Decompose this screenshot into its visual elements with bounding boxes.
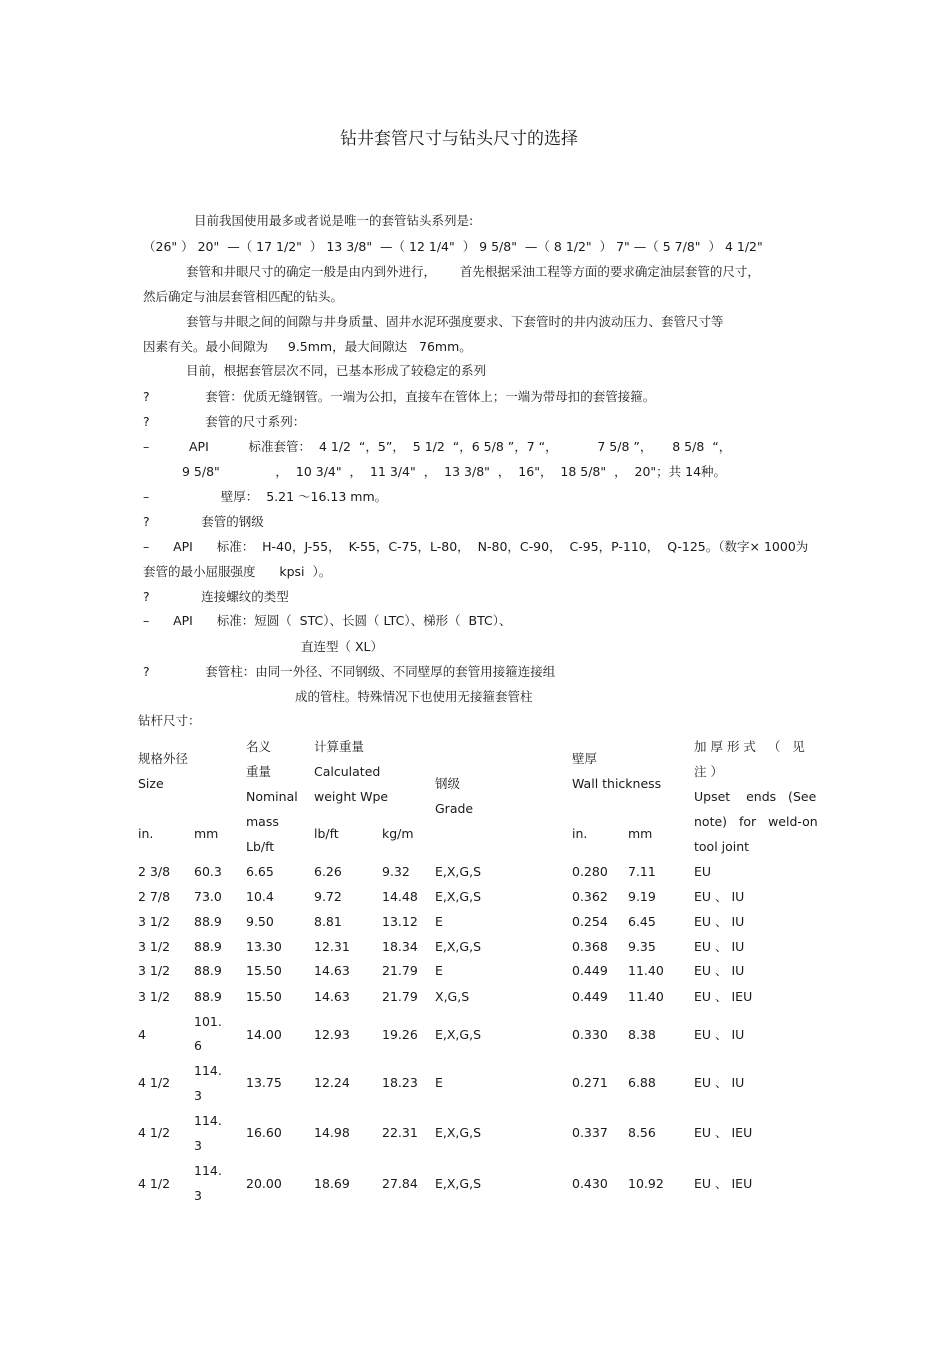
cell-lbft: 6.26	[314, 864, 342, 879]
cell-grade: E,X,G,S	[435, 1125, 482, 1140]
cell-kgm: 9.32	[382, 864, 410, 879]
paragraph-line: 目前，根据套管层次不同，已基本形成了较稳定的系列	[186, 363, 487, 378]
cell-in: 2 7/8	[138, 889, 171, 904]
cell-mm: 3	[194, 1138, 202, 1153]
header-upset: 加 厚 形 式 （ 见	[694, 739, 805, 754]
dash-line-cont: 直连型（ XL）	[301, 639, 384, 654]
cell-grade: E	[435, 914, 443, 929]
header-wall: Wall thickness	[572, 776, 662, 791]
cell-grade: E,X,G,S	[435, 1176, 482, 1191]
header-upset: 注 ）	[694, 764, 723, 779]
cell-mm: 88.9	[194, 939, 222, 954]
cell-lbft: 8.81	[314, 914, 342, 929]
bullet-line: ? 套管柱：由同一外径、不同钢级、不同壁厚的套管用接箍连接组	[143, 664, 556, 679]
cell-grade: E,X,G,S	[435, 864, 482, 879]
cell-mm: 3	[194, 1188, 202, 1203]
cell-kgm: 14.48	[382, 889, 418, 904]
header-kgm: kg/m	[382, 826, 414, 841]
cell-kgm: 18.34	[382, 939, 418, 954]
cell-grade: E,X,G,S	[435, 889, 482, 904]
cell-grade: E	[435, 1075, 443, 1090]
header-calc: Calculated	[314, 764, 381, 779]
cell-upset: EU	[694, 864, 712, 879]
cell-mm: 60.3	[194, 864, 222, 879]
header-upset: Upset ends (See	[694, 789, 817, 804]
cell-in: 3 1/2	[138, 914, 171, 929]
cell-upset: EU 、 IEU	[694, 1125, 753, 1140]
cell-in: 4 1/2	[138, 1125, 171, 1140]
cell-upset: EU 、 IU	[694, 889, 745, 904]
cell-wall-mm: 11.40	[628, 963, 664, 978]
header-mm: mm	[194, 826, 219, 841]
cell-wall-in: 0.337	[572, 1125, 608, 1140]
section-heading: 钻杆尺寸：	[138, 713, 201, 728]
cell-in: 4 1/2	[138, 1075, 171, 1090]
page-title: 钻井套管尺寸与钻头尺寸的选择	[340, 129, 578, 149]
cell-mm: 101.	[194, 1014, 222, 1029]
bullet-line: ? 连接螺纹的类型	[143, 589, 289, 604]
header-nominal: mass	[246, 814, 279, 829]
cell-lbft: 12.31	[314, 939, 350, 954]
header-upset: tool joint	[694, 839, 750, 854]
paragraph-line: （26" ） 20" —（ 17 1/2" ） 13 3/8" —（ 12 1/4" ） 9 5/8" —（ 8 1/2" ） 7" —（ 5 7/8" ） 4 1/2"	[143, 239, 763, 254]
cell-wall-in: 0.254	[572, 914, 608, 929]
cell-nominal: 15.50	[246, 989, 282, 1004]
cell-mm: 73.0	[194, 889, 222, 904]
header-size-cn: 规格外径	[138, 751, 189, 766]
cell-in: 3 1/2	[138, 989, 171, 1004]
cell-wall-mm: 11.40	[628, 989, 664, 1004]
cell-wall-in: 0.362	[572, 889, 608, 904]
cell-wall-in: 0.449	[572, 989, 608, 1004]
cell-nominal: 13.30	[246, 939, 282, 954]
cell-lbft: 14.63	[314, 989, 350, 1004]
header-calc: 计算重量	[314, 739, 365, 754]
cell-lbft: 12.24	[314, 1075, 350, 1090]
cell-mm: 114.	[194, 1063, 222, 1078]
header-nominal: Nominal	[246, 789, 298, 804]
cell-lbft: 12.93	[314, 1027, 350, 1042]
cell-mm: 3	[194, 1088, 202, 1103]
cell-in: 2 3/8	[138, 864, 171, 879]
cell-nominal: 13.75	[246, 1075, 282, 1090]
cell-mm: 114.	[194, 1163, 222, 1178]
cell-upset: EU 、 IU	[694, 914, 745, 929]
cell-upset: EU 、 IEU	[694, 989, 753, 1004]
cell-grade: E	[435, 963, 443, 978]
cell-nominal: 10.4	[246, 889, 274, 904]
bullet-line: ? 套管：优质无缝钢管。一端为公扣，直接车在管体上；一端为带母扣的套管接箍。	[143, 389, 656, 404]
cell-mm: 114.	[194, 1113, 222, 1128]
cell-wall-mm: 10.92	[628, 1176, 664, 1191]
cell-in: 4	[138, 1027, 146, 1042]
paragraph-line: 套管和井眼尺寸的确定一般是由内到外进行， 首先根据采油工程等方面的要求确定油层套管的尺寸，	[186, 264, 760, 279]
bullet-line-cont: 成的管柱。特殊情况下也使用无接箍套管柱	[295, 689, 533, 704]
cell-wall-mm: 9.19	[628, 889, 656, 904]
cell-upset: EU 、 IU	[694, 939, 745, 954]
dash-line: – 壁厚： 5.21 ～16.13 mm。	[143, 489, 388, 504]
header-wall-in: in.	[572, 826, 588, 841]
cell-upset: EU 、 IU	[694, 1027, 745, 1042]
cell-wall-mm: 9.35	[628, 939, 656, 954]
cell-nominal: 6.65	[246, 864, 274, 879]
cell-wall-mm: 8.56	[628, 1125, 656, 1140]
cell-mm: 88.9	[194, 963, 222, 978]
header-grade: 钢级	[435, 776, 461, 791]
paragraph-line: 因素有关。最小间隙为 9.5mm，最大间隙达 76mm。	[143, 339, 472, 354]
cell-lbft: 18.69	[314, 1176, 350, 1191]
header-size-en: Size	[138, 776, 164, 791]
header-wall-mm: mm	[628, 826, 653, 841]
bullet-line: ? 套管的尺寸系列：	[143, 414, 306, 429]
paragraph-line: 然后确定与油层套管相匹配的钻头。	[143, 289, 344, 304]
cell-wall-in: 0.368	[572, 939, 608, 954]
cell-wall-in: 0.280	[572, 864, 608, 879]
header-calc: weight Wpe	[314, 789, 389, 804]
cell-in: 3 1/2	[138, 963, 171, 978]
header-wall: 壁厚	[572, 751, 598, 766]
cell-nominal: 20.00	[246, 1176, 282, 1191]
cell-kgm: 22.31	[382, 1125, 418, 1140]
paragraph-line: 套管与井眼之间的间隙与井身质量、固井水泥环强度要求、下套管时的井内波动压力、套管尺寸等	[186, 314, 724, 329]
cell-kgm: 19.26	[382, 1027, 418, 1042]
dash-line: – API 标准： H-40，J-55， K-55，C-75，L-80， N-80，C-90， C-95，P-110， Q-125。（数字× 1000为	[143, 539, 809, 554]
dash-line-cont: 套管的最小屈服强度 kpsi ）。	[143, 564, 332, 579]
cell-lbft: 9.72	[314, 889, 342, 904]
cell-mm: 6	[194, 1038, 202, 1053]
cell-wall-in: 0.430	[572, 1176, 608, 1191]
dash-line: – API 标准：短圆（ STC）、长圆（ LTC）、梯形（ BTC）、	[143, 613, 512, 628]
cell-kgm: 13.12	[382, 914, 418, 929]
header-lbft: lb/ft	[314, 826, 339, 841]
bullet-line: ? 套管的钢级	[143, 514, 264, 529]
cell-in: 3 1/2	[138, 939, 171, 954]
cell-wall-mm: 6.45	[628, 914, 656, 929]
cell-in: 4 1/2	[138, 1176, 171, 1191]
paragraph-line: 目前我国使用最多或者说是唯一的套管钻头系列是:	[194, 213, 474, 228]
cell-wall-in: 0.271	[572, 1075, 608, 1090]
cell-kgm: 27.84	[382, 1176, 418, 1191]
cell-grade: E,X,G,S	[435, 1027, 482, 1042]
cell-nominal: 9.50	[246, 914, 274, 929]
header-upset: note) for weld-on	[694, 814, 818, 829]
cell-grade: X,G,S	[435, 989, 470, 1004]
cell-mm: 88.9	[194, 914, 222, 929]
cell-grade: E,X,G,S	[435, 939, 482, 954]
cell-nominal: 15.50	[246, 963, 282, 978]
cell-kgm: 21.79	[382, 963, 418, 978]
dash-line: – API 标准套管： 4 1/2 “，5”， 5 1/2 “，6 5/8 ”，7 “， 7 5/8 ”， 8 5/8 “，	[143, 439, 732, 454]
cell-mm: 88.9	[194, 989, 222, 1004]
cell-lbft: 14.98	[314, 1125, 350, 1140]
cell-wall-mm: 6.88	[628, 1075, 656, 1090]
header-nominal: Lb/ft	[246, 839, 275, 854]
dash-line-cont: 9 5/8" ， 10 3/4" ， 11 3/4" ， 13 3/8" ， 16"， 18 5/8" ， 20"；共 14种。	[182, 464, 727, 479]
cell-wall-in: 0.449	[572, 963, 608, 978]
header-nominal: 名义	[246, 739, 272, 754]
cell-wall-mm: 8.38	[628, 1027, 656, 1042]
cell-kgm: 18.23	[382, 1075, 418, 1090]
cell-nominal: 14.00	[246, 1027, 282, 1042]
cell-upset: EU 、 IU	[694, 963, 745, 978]
header-nominal: 重量	[246, 764, 272, 779]
header-in: in.	[138, 826, 154, 841]
cell-upset: EU 、 IU	[694, 1075, 745, 1090]
cell-wall-mm: 7.11	[628, 864, 656, 879]
header-grade: Grade	[435, 801, 474, 816]
cell-kgm: 21.79	[382, 989, 418, 1004]
cell-upset: EU 、 IEU	[694, 1176, 753, 1191]
cell-nominal: 16.60	[246, 1125, 282, 1140]
cell-lbft: 14.63	[314, 963, 350, 978]
cell-wall-in: 0.330	[572, 1027, 608, 1042]
